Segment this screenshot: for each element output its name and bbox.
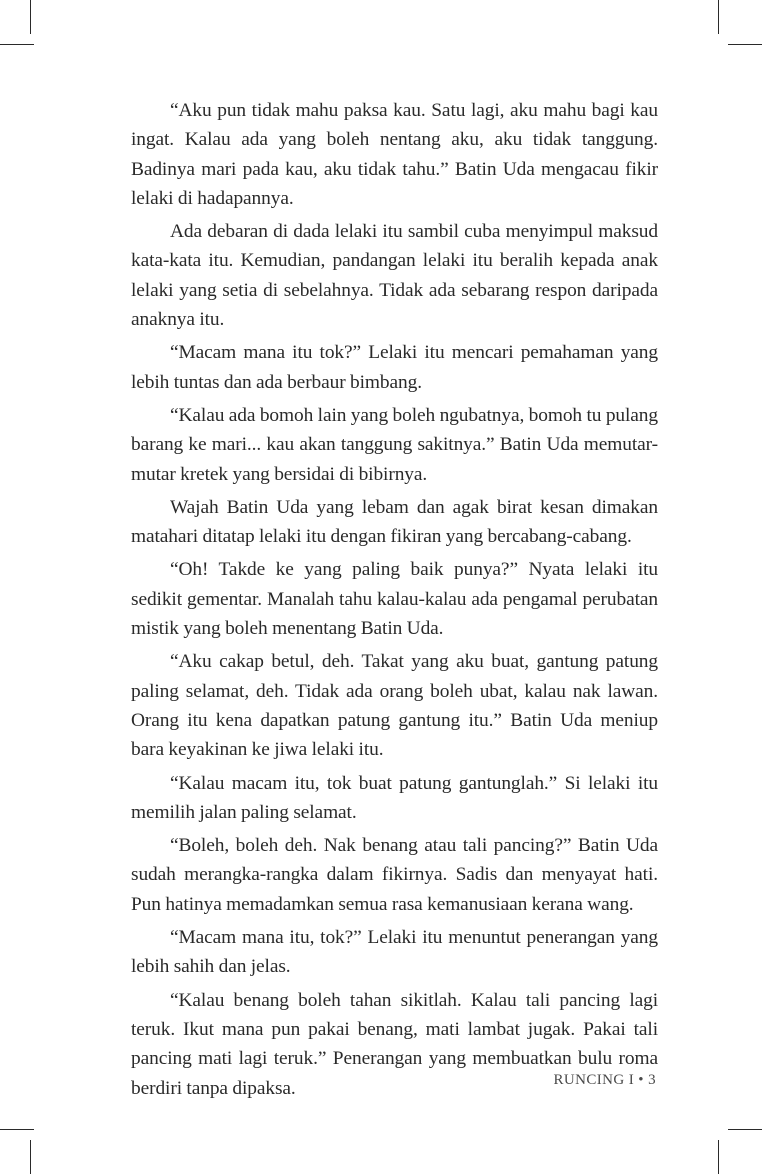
body-text [131, 96, 658, 1107]
crop-mark-bottom-left-vertical [30, 1140, 31, 1174]
crop-mark-top-right-vertical [718, 0, 719, 34]
paragraph: “Macam mana itu tok?” Lelaki itu mencari pemahaman yang lebih tuntas dan ada berbaur bimbang. [131, 342, 658, 393]
paragraph: Wajah Batin Uda yang lebam dan agak birat kesan dimakan matahari ditatap lelaki itu dengan fikiran yang bercabang-cabang. [131, 496, 658, 548]
crop-mark-bottom-left-horizontal [0, 1129, 34, 1130]
paragraph: “Oh! Takde ke yang paling baik punya?” Nyata lelaki itu sedikit gementar. Manalah tahu kalau-kalau ada pengamal perubatan mistik yang boleh menentang Batin Uda. [131, 559, 658, 640]
paragraph: “Kalau ada bomoh lain yang boleh ngubatnya, bomoh tu pulang barang ke mari... kau akan tanggung sakitnya.” Batin Uda memutar-mutar kretek yang bersidai di bibirnya. [131, 404, 658, 485]
page-folio: RUNCING I • 3 [553, 1072, 656, 1088]
crop-mark-top-left-vertical [30, 0, 31, 34]
crop-mark-bottom-right-horizontal [728, 1129, 762, 1130]
crop-mark-top-left-horizontal [0, 44, 34, 45]
paragraph: “Aku cakap betul, deh. Takat yang aku buat, gantung patung paling selamat, deh. Tidak ada orang boleh ubat, kalau nak lawan. Orang itu kena dapatkan patung gantung itu.” Batin Uda meniup bara keyakinan ke jiwa lelaki itu. [131, 651, 658, 761]
paragraph: Ada debaran di dada lelaki itu sambil cuba menyimpul maksud kata-kata itu. Kemudian, pandangan lelaki itu beralih kepada anak lelaki yang setia di sebelahnya. Tidak ada sebarang respon daripada anaknya itu. [131, 221, 658, 331]
paragraph: “Aku pun tidak mahu paksa kau. Satu lagi, aku mahu bagi kau ingat. Kalau ada yang boleh nentang aku, aku tidak tanggung. Badinya mari pada kau, aku tidak tahu.” Batin Uda mengacau fikir lelaki di hadapannya. [131, 100, 658, 209]
paragraph: “Boleh, boleh deh. Nak benang atau tali pancing?” Batin Uda sudah merangka-rangka dalam fikirnya. Sadis dan menyayat hati. Pun hatinya memadamkan semua rasa kemanusiaan kerana wang. [131, 835, 658, 915]
crop-mark-bottom-right-vertical [718, 1140, 719, 1174]
crop-mark-top-right-horizontal [728, 44, 762, 45]
paragraph: “Kalau benang boleh tahan sikitlah. Kalau tali pancing lagi teruk. Ikut mana pun pakai benang, mati lambat jugak. Pakai tali pancing mati lagi teruk.” Penerangan yang membuatkan bulu roma berdiri tanpa dipaksa. [131, 989, 658, 1099]
paragraph: “Kalau macam itu, tok buat patung gantunglah.” Si lelaki itu memilih jalan paling selamat. [131, 772, 658, 823]
paragraph: “Macam mana itu, tok?” Lelaki itu menuntut penerangan yang lebih sahih dan jelas. [131, 927, 658, 978]
